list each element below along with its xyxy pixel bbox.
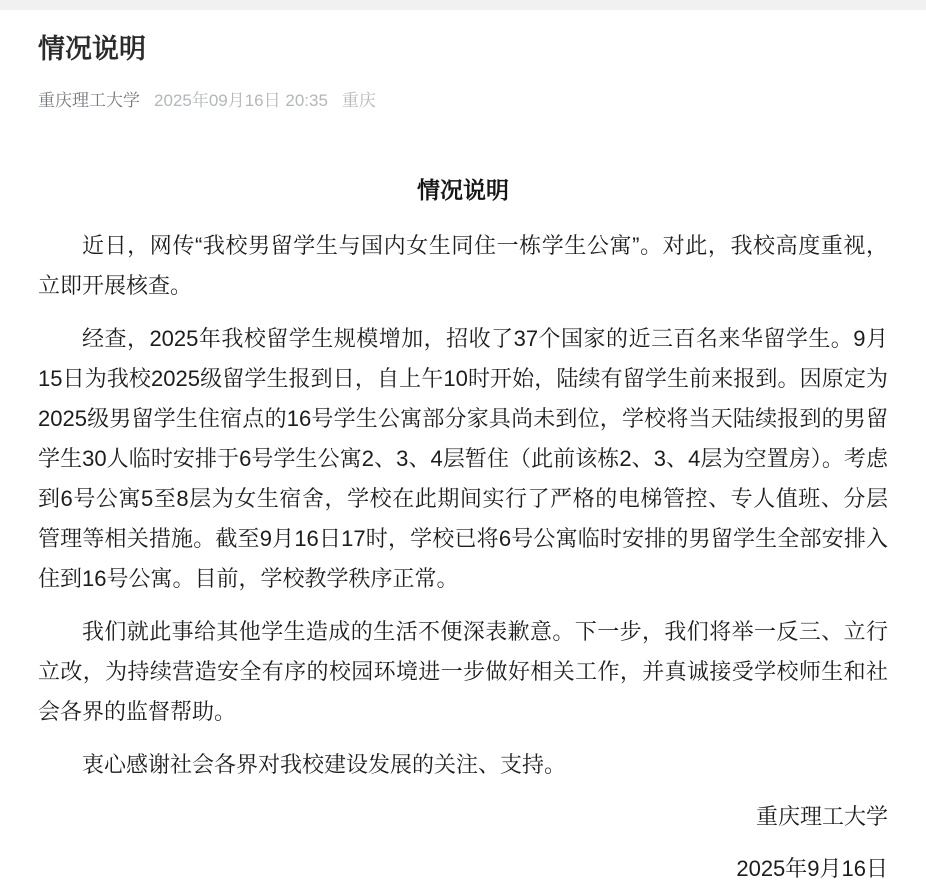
signature-block [0,797,926,889]
byline [38,90,888,112]
signature-organization: 重庆理工大学 [755,803,888,829]
article-body [0,170,926,785]
page-title: 情况说明 [38,34,146,64]
signature-date: 2025年9月16日 [736,855,888,881]
statement-paragraph-3: 我们就此事给其他学生造成的生活不便深表歉意。下一步，我们将举一反三、立行立改，为持续营造安全有序的校园环境进一步做好相关工作，并真诚接受学校师生和社会各界的监督帮助。 [38,618,888,724]
statement-paragraph-2: 经查，2025年我校留学生规模增加，招收了37个国家的近三百名来华留学生。9月15日为我校2025级留学生报到日，自上午10时开始，陆续有留学生前来报到。因原定为2025级男留学生住宿点的16号学生公寓部分家具尚未到位，学校将当天陆续报到的男留学生30人临时安排于6号学生公寓2、3、4层暂住（此前该栋2、3、4层为空置房）。考虑到6号公寓5至8层为女生宿舍，学校在此期间实行了严格的电梯管控、专人值班、分层管理等相关措施。截至9月16日17时，学校已将6号公寓临时安排的男留学生全部安排入住到16号公寓。目前，学校教学秩序正常。 [38,325,888,591]
statement-title: 情况说明 [417,176,509,203]
article-header [0,10,926,112]
publisher-name[interactable]: 重庆理工大学 [38,90,140,110]
publish-location: 重庆 [341,90,376,110]
page-top-band [0,0,926,10]
statement-paragraph-4: 衷心感谢社会各界对我校建设发展的关注、支持。 [82,751,567,777]
statement-paragraph-1: 近日，网传“我校男留学生与国内女生同住一栋学生公寓”。对此，我校高度重视，立即开展核查。 [38,232,888,298]
publish-datetime: 2025年09月16日 20:35 [154,90,328,110]
